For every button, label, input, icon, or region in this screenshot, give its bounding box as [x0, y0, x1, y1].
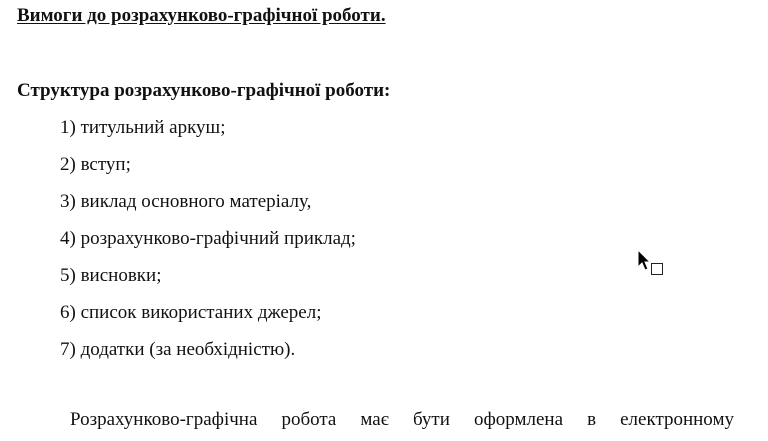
- paragraph-word: робота: [281, 409, 337, 430]
- structure-title: Структура розрахунково-графічної роботи:: [17, 80, 391, 101]
- list-item: 2) вступ;: [60, 154, 131, 175]
- list-item: 5) висновки;: [60, 265, 162, 286]
- document-heading: Вимоги до розрахунково-графічної роботи.: [17, 5, 386, 26]
- list-item: 4) розрахунково-графічний приклад;: [60, 228, 356, 249]
- paragraph-word: бути: [412, 409, 450, 430]
- structure-list: [60, 117, 356, 376]
- body-paragraph-line: [70, 409, 734, 431]
- paragraph-word: має: [360, 409, 389, 430]
- list-item: 3) виклад основного матеріалу,: [60, 191, 312, 212]
- pointer-arrow-with-drag-box-icon: [637, 249, 665, 277]
- list-item: 7) додатки (за необхідністю).: [60, 339, 296, 360]
- paragraph-word: оформлена: [473, 409, 563, 430]
- paragraph-word: електронному: [620, 409, 734, 430]
- paragraph-word: Розрахунково-графічна: [70, 409, 258, 430]
- list-item: 6) список використаних джерел;: [60, 302, 322, 323]
- paragraph-word: в: [587, 409, 597, 430]
- list-item: 1) титульний аркуш;: [60, 117, 226, 138]
